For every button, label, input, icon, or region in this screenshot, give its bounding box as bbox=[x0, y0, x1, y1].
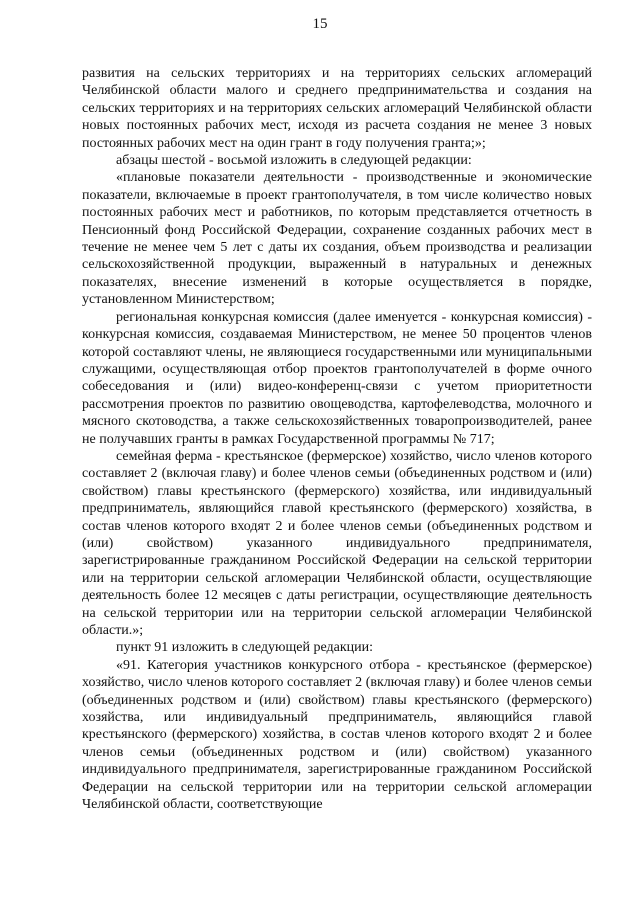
paragraph-competition-commission: региональная конкурсная комиссия (далее именуется - конкурсная комиссия) - конкурсная комиссия, создаваемая Министерством, не менее 50 процентов членов которой составляют члены, не являющиеся государственными или муниципальными служащими, осуществляющая отбор проектов грантополучателей в форме очного собеседования и (или) видео-конференц-связи с учетом приоритетности рассмотрения проектов по развитию овощеводства, картофелеводства, молочного и мясного скотоводства, а также сельскохозяйственных товаропроизводителей, ранее не получавших гранты в рамках Государственной программы № 717; bbox=[82, 309, 592, 447]
paragraph-family-farm: семейная ферма - крестьянское (фермерское) хозяйство, число членов которого составляет 2 (включая главу) и более членов семьи (объединенных родством и (или) свойством) главы крестьянского (фермерского) хозяйства, или индивидуальный предприниматель, являющийся главой крестьянского (фермерского) хозяйства, в состав членов которого входят 2 и более членов семьи (объединенных родством и (или) свойством) указанного индивидуального предпринимателя, зарегистрированные гражданином Российской Федерации на сельской территории или на территории сельской агломерации Челябинской области, осуществляющие деятельность более 12 месяцев с даты регистрации, осуществляющие деятельность на сельской территории или на территории сельской агломерации Челябинской области.»; bbox=[82, 448, 592, 638]
page-number: 15 bbox=[312, 16, 328, 32]
paragraph-clause-91: «91. Категория участников конкурсного отбора - крестьянское (фермерское) хозяйство, число членов которого составляет 2 (включая главу) и более членов семьи (объединенных родством и (или) свойством) главы крестьянского (фермерского) хозяйства, или индивидуальный предприниматель, являющийся главой крестьянского (фермерского) хозяйства, в состав членов которого входят 2 и более членов семьи (объединенных родством и (или) свойством) указанного индивидуального предпринимателя, зарегистрированные гражданином Российской Федерации на сельской территории или на территории сельской агломерации Челябинской области, соответствующие bbox=[82, 657, 592, 813]
paragraph-continuation: развития на сельских территориях и на территориях сельских агломераций Челябинской области малого и среднего предпринимательства и создания на сельских территориях и на территориях сельских агломераций Челябинской области новых постоянных рабочих мест, исходя из расчета создания не менее 3 новых постоянных рабочих мест на один грант в году получения гранта;»; bbox=[82, 66, 592, 151]
document-body bbox=[82, 65, 592, 813]
paragraph-planned-indicators: «плановые показатели деятельности - производственные и экономические показатели, включаемые в проект грантополучателя, в том числе количество новых постоянных рабочих мест и работников, по которым представляется отчетность в Пенсионный фонд Российской Федерации, сохранение созданных рабочих мест в течение не менее чем 5 лет с даты их создания, объем производства и реализации сельскохозяйственной продукции, выраженный в натуральных и денежных показателях, внесение изменений в которые осуществляется в порядке, установленном Министерством; bbox=[82, 170, 592, 308]
paragraph-clause-intro: пункт 91 изложить в следующей редакции: bbox=[116, 640, 373, 656]
paragraph-amendment-intro: абзацы шестой - восьмой изложить в следующей редакции: bbox=[116, 153, 472, 169]
